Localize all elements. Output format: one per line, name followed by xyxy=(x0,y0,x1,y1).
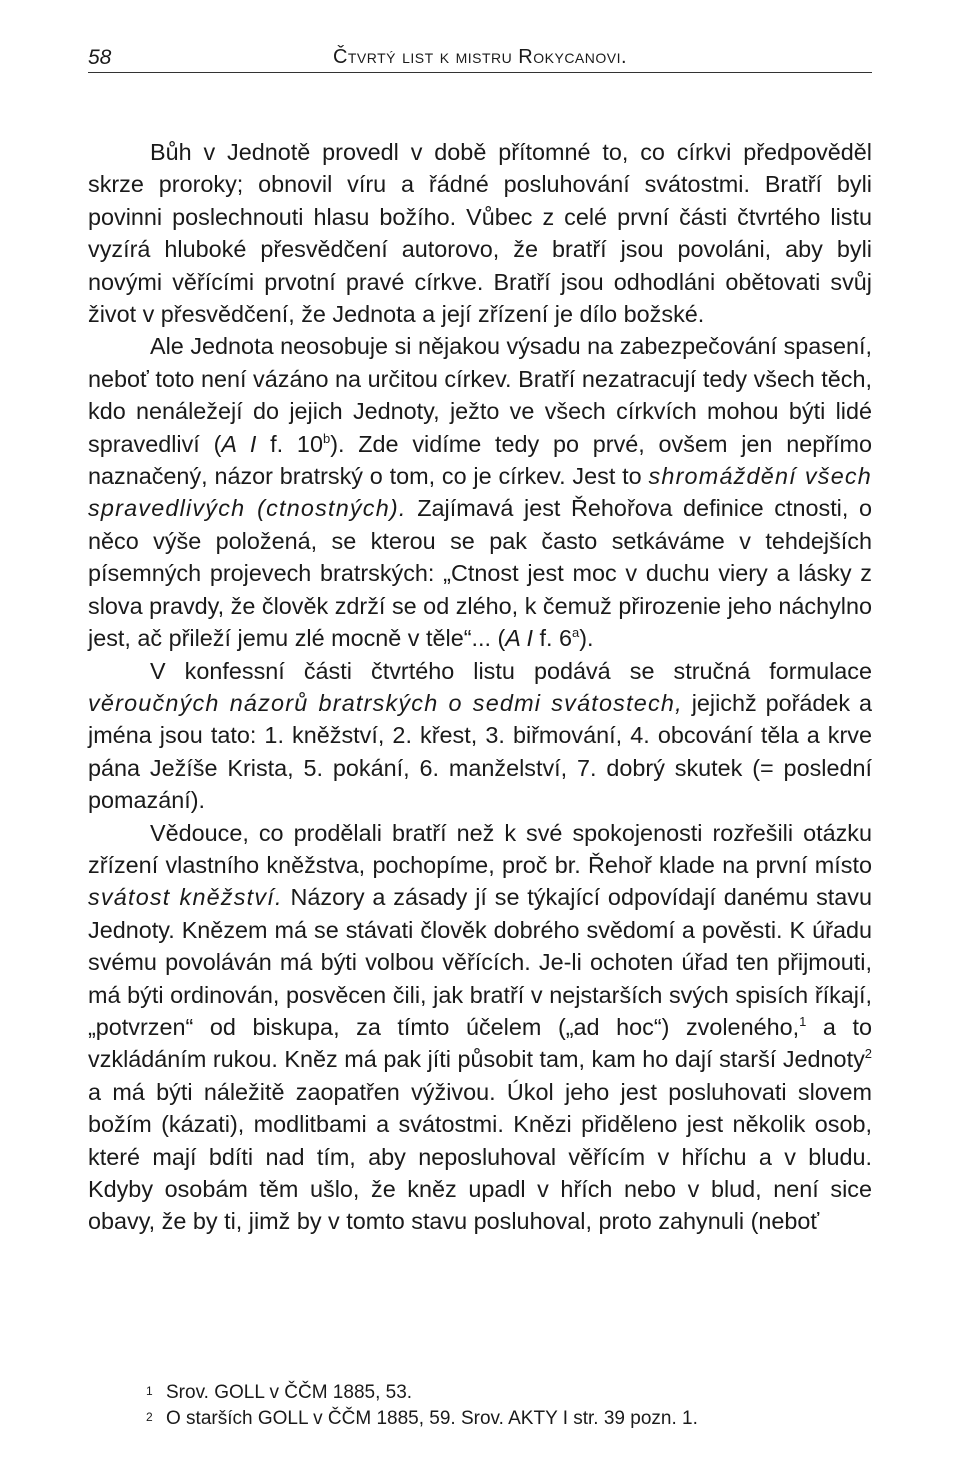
body-text xyxy=(88,136,872,1238)
text-run: Názory a zásady jí se týkající odpovídají danému stavu Jednoty. Knězem má se stávati člověk dobrého svědomí a pověsti. K úřadu svému povoláván má býti volbou věřících. Je-li ochoten úřad ten přijmouti, má býti ordinován, posvěcen čili, jak bratří v nejstarších svých spisích říkají, „potvrzen“ od biskupa, za tímto účelem („ad hoc“) zvoleného, xyxy=(88,884,872,1040)
superscript: 2 xyxy=(864,1046,872,1062)
emphasized-text: svátost kněžství. xyxy=(88,884,283,911)
paragraph xyxy=(88,655,872,817)
page-header xyxy=(88,40,872,74)
footnote-text: Srov. GOLL v ČČM 1885, 53. xyxy=(166,1382,413,1403)
paragraph xyxy=(88,136,872,330)
text-run: ). Zde vidíme tedy po prvé, ovšem jen nepřímo naznačený, názor bratrský o tom, co je církev. Jest to xyxy=(88,430,873,490)
superscript: a xyxy=(572,625,580,641)
text-run: Vědouce, co prodělali bratří než k své spokojenosti rozřešili otázku zřízení vlastního kněžstva, pochopíme, proč br. Řehoř klade na první místo xyxy=(88,819,872,878)
header-rule xyxy=(88,72,872,73)
footnote xyxy=(88,1380,872,1406)
text-run: f. 10 xyxy=(256,430,323,457)
superscript: 1 xyxy=(799,1014,807,1030)
text-run: Ale Jednota neosobuje si nějakou výsadu na zabezpečování spasení, neboť toto není vázáno na určitou církev. Bratří nezatracují tedy všech těch, kdo nenáležejí do jejich Jednoty, ježto ve všech církvích mohou býti lidé spravedliví ( xyxy=(88,333,872,457)
emphasized-text: A I xyxy=(221,430,257,457)
text-run: V konfessní části čtvrtého listu podává se stručná formulace xyxy=(150,657,872,684)
text-run: a to vzkládáním rukou. Kněz má pak jíti působit tam, kam ho dají starší Jednoty xyxy=(88,1013,872,1073)
paragraph xyxy=(88,817,872,1238)
emphasized-text: věroučných názorů bratrských o sedmi svátostech, xyxy=(88,689,683,716)
text-run: ). xyxy=(579,625,594,652)
footnote xyxy=(88,1406,872,1432)
text-run: a má býti náležitě zaopatřen výživou. Úkol jeho jest posluhovati slovem božím (kázati), modlitbami a svátostmi. Knězi přiděleno jest několik osob, které mají bdíti nad tím, aby neposluhoval věřícím v hříchu a v bludu. Kdyby osobám těm ušlo, že kněz upadl v hřích nebo v blud, není sice obavy, že by ti, jimž by v tomto stavu posluhoval, proto zahynuli (neboť xyxy=(88,1078,872,1235)
footnote-text: O starších GOLL v ČČM 1885, 59. Srov. AKTY I str. 39 pozn. 1. xyxy=(166,1408,698,1429)
page-number: 58 xyxy=(88,46,112,69)
emphasized-text: A I xyxy=(505,625,534,652)
emphasized-text: shromáždění všech spravedlivých (ctnostných). xyxy=(88,463,873,522)
text-run: Bůh v Jednotě provedl v době přítomné to, co církvi předpověděl skrze proroky; obnovil víru a řádné posluhování svátostmi. Bratří byli povinni poslechnouti hlasu božího. Vůbec z celé první části čtvrtého listu vyzírá hluboké přesvědčení autorovo, že bratří jsou povoláni, aby byli novými věřícími prvotní pravé církve. Bratří jsou odhodláni obětovati svůj život v přesvědčení, že Jednota a její zřízení je dílo božské. xyxy=(88,139,872,328)
text-run: Zajímavá jest Řehořova definice ctnosti, o něco výše položená, se kterou se pak často setkáváme v tehdejších písemných projevech bratrských: „Ctnost jest moc v duchu viery a lásky z slova pravdy, že člověk zdrží se od zlého, k čemuž přirozenie jeho náchylno jest, ač přileží jemu zlé mocně v těle“... ( xyxy=(88,495,872,652)
paragraph xyxy=(88,330,872,654)
text-run: f. 6 xyxy=(533,625,573,652)
footnote-mark: 2 xyxy=(146,1410,153,1424)
footnotes xyxy=(88,1380,872,1432)
running-title: Čtvrtý list k mistru Rokycanovi. xyxy=(332,46,628,68)
text-run: jejichž pořádek a jména jsou tato: 1. kněžství, 2. křest, 3. biřmování, 4. obcování těla a krve pána Ježíše Krista, 5. pokání, 6. manželství, 7. dobrý skutek (= poslední pomazání). xyxy=(88,689,873,814)
footnote-mark: 1 xyxy=(146,1384,153,1398)
superscript: b xyxy=(322,430,331,446)
